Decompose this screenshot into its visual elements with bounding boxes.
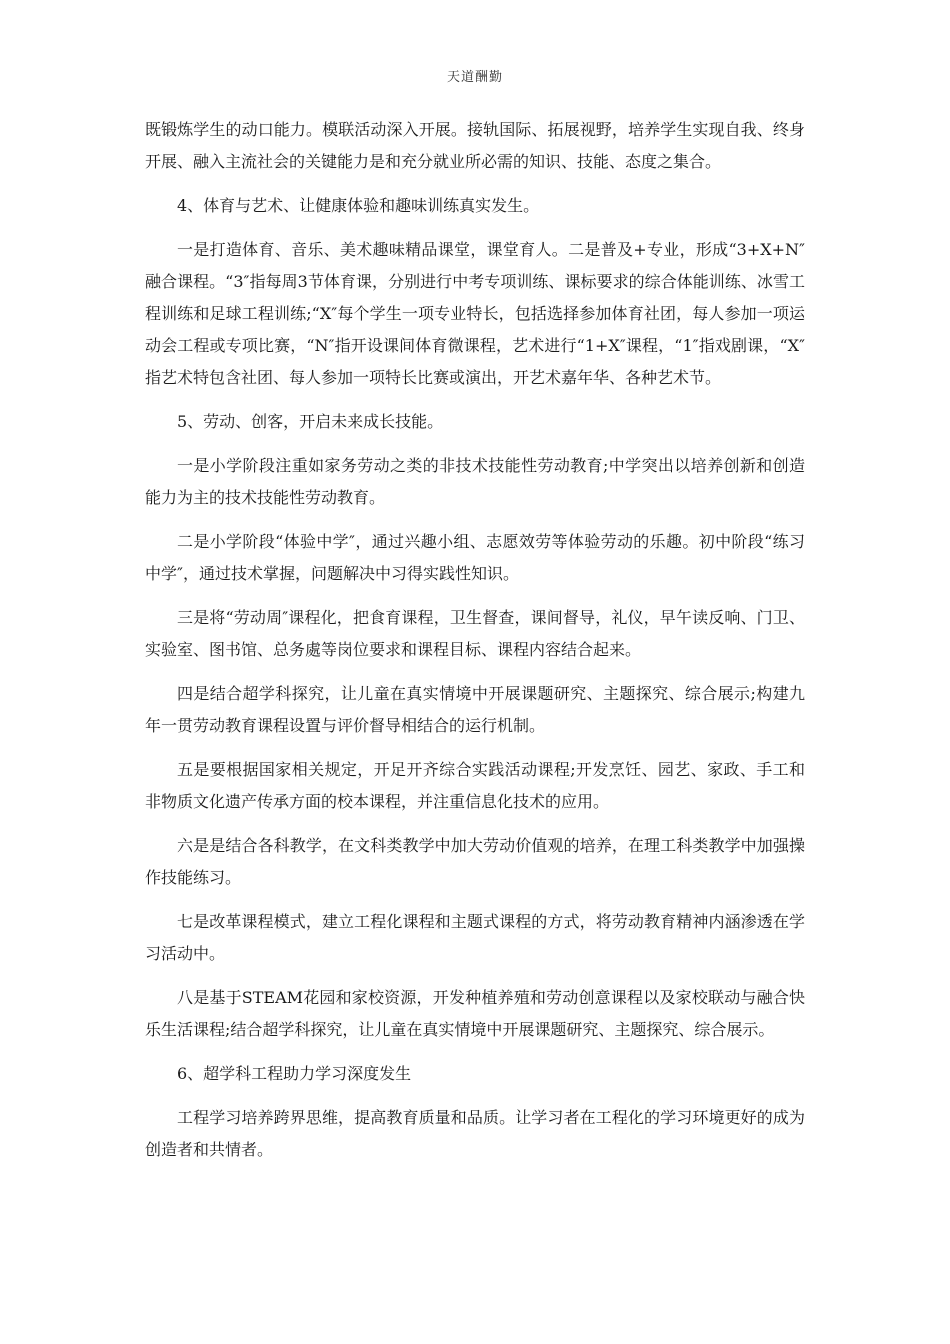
paragraph-engineering: 工程学习培养跨界思维，提高教育质量和品质。让学习者在工程化的学习环境更好的成为创造者和共情者。 xyxy=(145,1108,805,1159)
document-body xyxy=(145,114,805,1178)
paragraph-labor-6: 六是是结合各科教学，在文科类教学中加大劳动价值观的培养，在理工科类教学中加强操作技能练习。 xyxy=(145,836,805,887)
paragraph-labor-3: 三是将“劳动周″课程化，把食育课程，卫生督查，课间督导，礼仪，早午读反响、门卫、实验室、图书馆、总务處等岗位要求和课程目标、课程内容结合起来。 xyxy=(145,608,805,659)
paragraph-sports-art: 一是打造体育、音乐、美术趣味精品课堂，课堂育人。二是普及+专业，形成“3+X+N″融合课程。“3″指每周3节体育课，分别进行中考专项训练、课标要求的综合体能训练、冰雪工程训练和足球工程训练;“X″每个学生一项专业特长，包括选择参加体育社团，每人参加一项运动会工程或专项比赛，“N″指开设课间体育微课程，艺术进行“1+X″课程，“1″指戏剧课，“X″指艺术特包含社团、每人参加一项特长比赛或演出，开艺术嘉年华、各种艺术节。 xyxy=(145,240,805,387)
paragraph-labor-4: 四是结合超学科探究，让儿童在真实情境中开展课题研究、主题探究、综合展示;构建九年一贯劳动教育课程设置与评价督导相结合的运行机制。 xyxy=(145,684,805,735)
paragraph-labor-7: 七是改革课程模式，建立工程化课程和主题式课程的方式，将劳动教育精神内涵渗透在学习活动中。 xyxy=(145,912,805,963)
paragraph-labor-2: 二是小学阶段“体验中学″，通过兴趣小组、志愿效劳等体验劳动的乐趣。初中阶段“练习中学″，通过技术掌握，问题解决中习得实践性知识。 xyxy=(145,532,805,583)
paragraph-labor-5: 五是要根据国家相关规定，开足开齐综合实践活动课程;开发烹饪、园艺、家政、手工和非物质文化遗产传承方面的校本课程，并注重信息化技术的应用。 xyxy=(145,760,805,811)
paragraph-continuation: 既锻炼学生的动口能力。模联活动深入开展。接轨国际、拓展视野，培养学生实现自我、终身开展、融入主流社会的关键能力是和充分就业所必需的知识、技能、态度之集合。 xyxy=(145,120,805,171)
section-heading-5: 5、劳动、创客，开启未来成长技能。 xyxy=(177,412,444,431)
section-heading-6: 6、超学科工程助力学习深度发生 xyxy=(177,1064,412,1083)
paragraph-labor-8: 八是基于STEAM花园和家校资源，开发种植养殖和劳动创意课程以及家校联动与融合快乐生活课程;结合超学科探究，让儿童在真实情境中开展课题研究、主题探究、综合展示。 xyxy=(145,988,805,1039)
paragraph-labor-1: 一是小学阶段注重如家务劳动之类的非技术技能性劳动教育;中学突出以培养创新和创造能力为主的技术技能性劳动教育。 xyxy=(145,456,805,507)
page-header: 天道酬勤 xyxy=(446,70,503,85)
section-heading-4: 4、体育与艺术、让健康体验和趣味训练真实发生。 xyxy=(177,196,540,215)
